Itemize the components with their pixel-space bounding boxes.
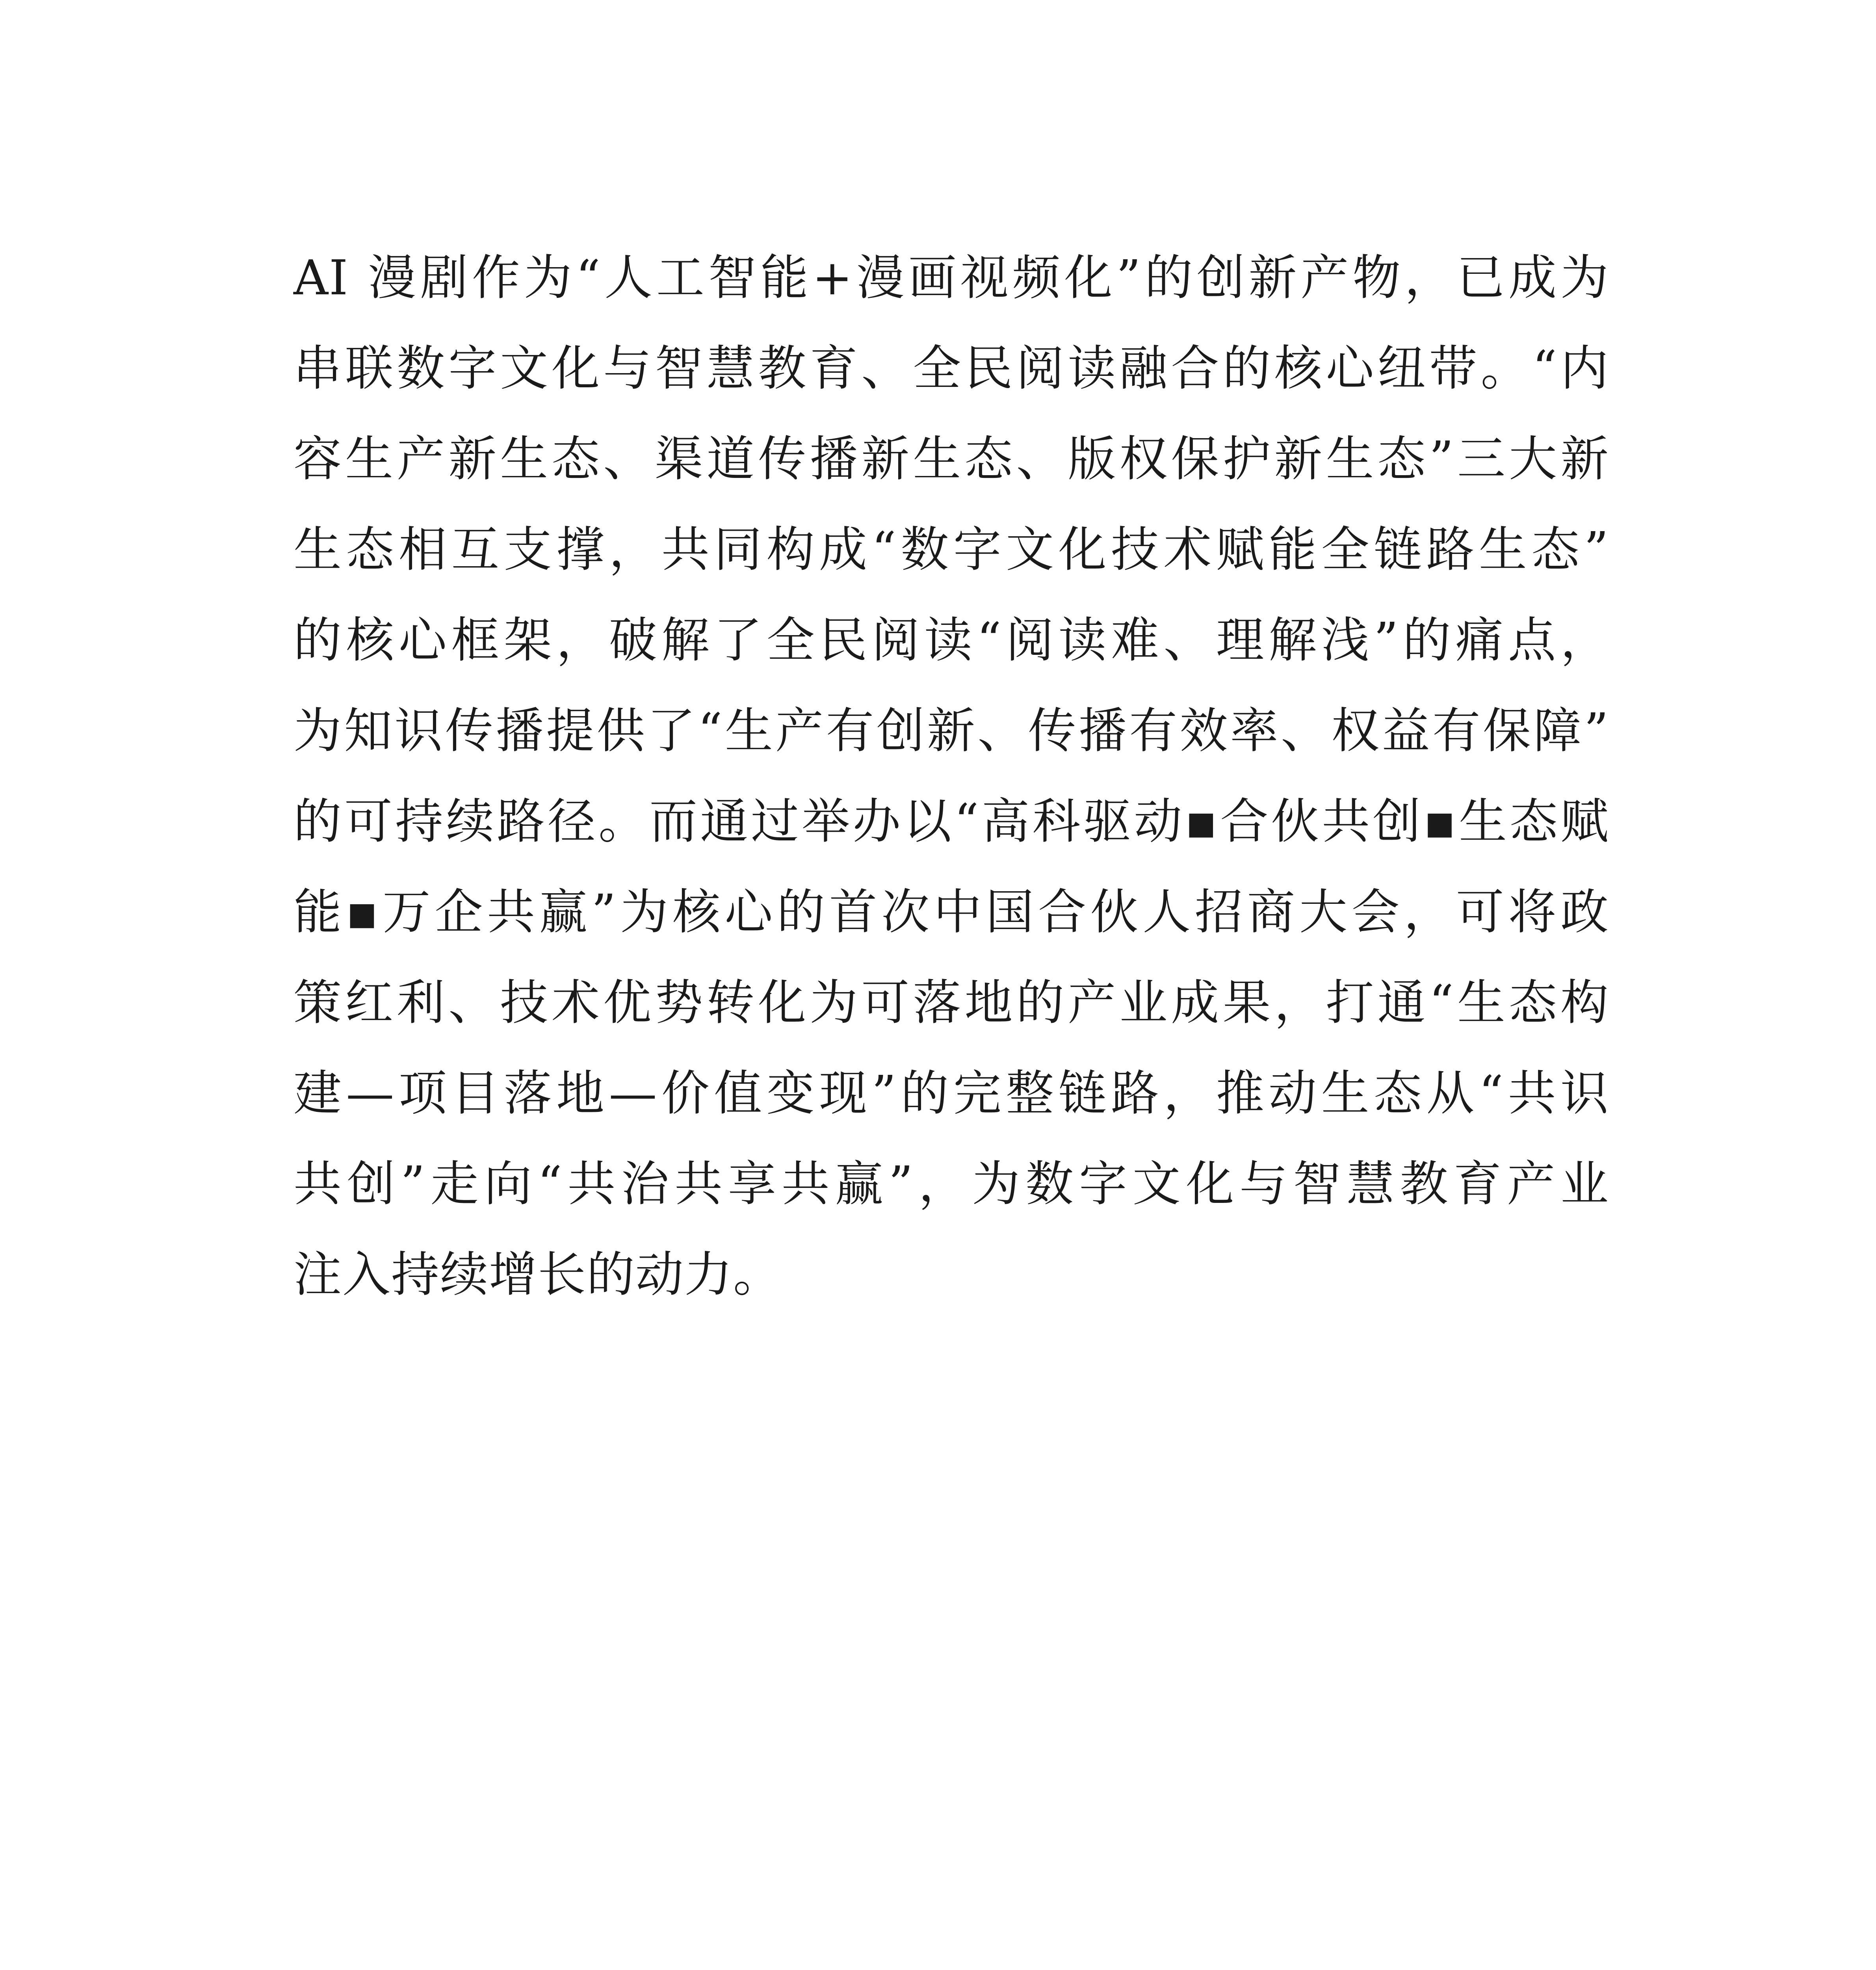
- paragraph-line: 容生产新生态、渠道传播新生态、版权保护新生态”三大新: [293, 431, 1609, 487]
- paragraph-line: 共创”走向“共治共享共赢”，为数字文化与智慧教育产业: [293, 1156, 1609, 1212]
- paragraph-line: 能▪万企共赢”为核心的首次中国合伙人招商大会，可将政: [293, 884, 1609, 940]
- paragraph-line: 建—项目落地—价值变现”的完整链路，推动生态从“共识: [293, 1065, 1609, 1121]
- paragraph-line: 生态相互支撑，共同构成“数字文化技术赋能全链路生态”: [293, 522, 1609, 578]
- paragraph-line: 为知识传播提供了“生产有创新、传播有效率、权益有保障”: [293, 703, 1609, 759]
- body-paragraph: [293, 232, 1609, 1320]
- paragraph-line: 串联数字文化与智慧教育、全民阅读融合的核心纽带。“内: [293, 340, 1609, 396]
- paragraph-line: 注入持续增长的动力。: [293, 1247, 782, 1303]
- paragraph-line: AI 漫剧作为“人工智能+漫画视频化”的创新产物，已成为: [293, 250, 1609, 306]
- paragraph-line: 的核心框架，破解了全民阅读“阅读难、理解浅”的痛点，: [293, 612, 1609, 668]
- paragraph-line: 的可持续路径。而通过举办以“高科驱动▪合伙共创▪生态赋: [293, 794, 1609, 849]
- paragraph-line: 策红利、技术优势转化为可落地的产业成果，打通“生态构: [293, 975, 1609, 1031]
